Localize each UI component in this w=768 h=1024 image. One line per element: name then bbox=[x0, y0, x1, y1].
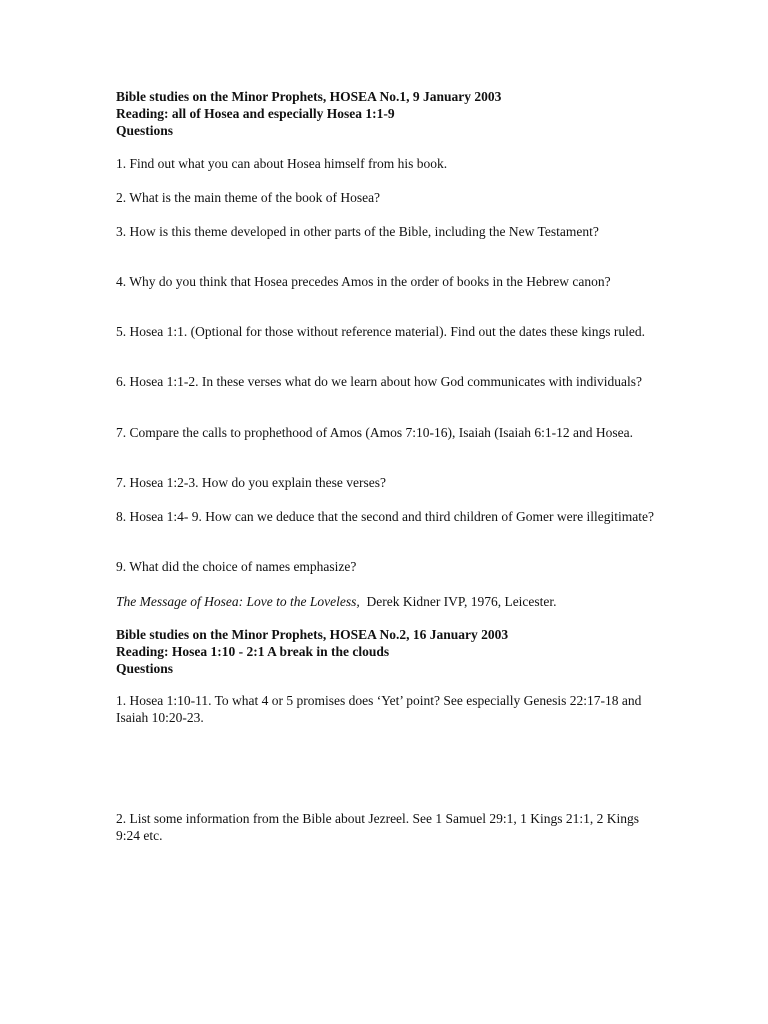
study1-question-7a: 7. Compare the calls to prophethood of Amos (Amos 7:10-16), Isaiah (Isaiah 6:1-12 and Hosea. bbox=[116, 425, 634, 440]
reference-details: Derek Kidner IVP, 1976, Leicester. bbox=[366, 594, 557, 609]
study1-question-7b: 7. Hosea 1:2-3. How do you explain these verses? bbox=[116, 475, 386, 490]
study2-title: Bible studies on the Minor Prophets, HOSEA No.2, 16 January 2003 bbox=[116, 627, 509, 642]
study1-question-6: 6. Hosea 1:1-2. In these verses what do we learn about how God communicates with individuals? bbox=[116, 374, 642, 389]
study1-question-9: 9. What did the choice of names emphasize? bbox=[116, 559, 357, 574]
study2-questions-heading: Questions bbox=[116, 661, 174, 676]
reference-book-title: The Message of Hosea: Love to the Loveless, bbox=[116, 594, 360, 609]
study1-header bbox=[116, 88, 661, 139]
study1-question-4: 4. Why do you think that Hosea precedes Amos in the order of books in the Hebrew canon? bbox=[116, 274, 611, 289]
study1-reading: Reading: all of Hosea and especially Hosea 1:1-9 bbox=[116, 106, 395, 121]
study1-question-3: 3. How is this theme developed in other parts of the Bible, including the New Testament? bbox=[116, 224, 599, 239]
study1-question-1: 1. Find out what you can about Hosea himself from his book. bbox=[116, 156, 448, 171]
study2-header bbox=[116, 626, 661, 677]
study2-question-2: 2. List some information from the Bible about Jezreel. See 1 Samuel 29:1, 1 Kings 21:1, 2 Kings 9:24 etc. bbox=[116, 811, 640, 843]
study2-reading: Reading: Hosea 1:10 - 2:1 A break in the clouds bbox=[116, 644, 390, 659]
study1-reference bbox=[116, 593, 661, 610]
study1-question-2: 2. What is the main theme of the book of Hosea? bbox=[116, 190, 381, 205]
study1-question-5: 5. Hosea 1:1. (Optional for those without reference material). Find out the dates these kings ruled. bbox=[116, 324, 645, 339]
study2-question-1: 1. Hosea 1:10-11. To what 4 or 5 promises does ‘Yet’ point? See especially Genesis 22:17-18 and Isaiah 10:20-23. bbox=[116, 693, 642, 725]
study1-question-8: 8. Hosea 1:4- 9. How can we deduce that the second and third children of Gomer were illegitimate? bbox=[116, 509, 654, 524]
study1-title: Bible studies on the Minor Prophets, HOSEA No.1, 9 January 2003 bbox=[116, 89, 502, 104]
study1-questions-heading: Questions bbox=[116, 123, 174, 138]
